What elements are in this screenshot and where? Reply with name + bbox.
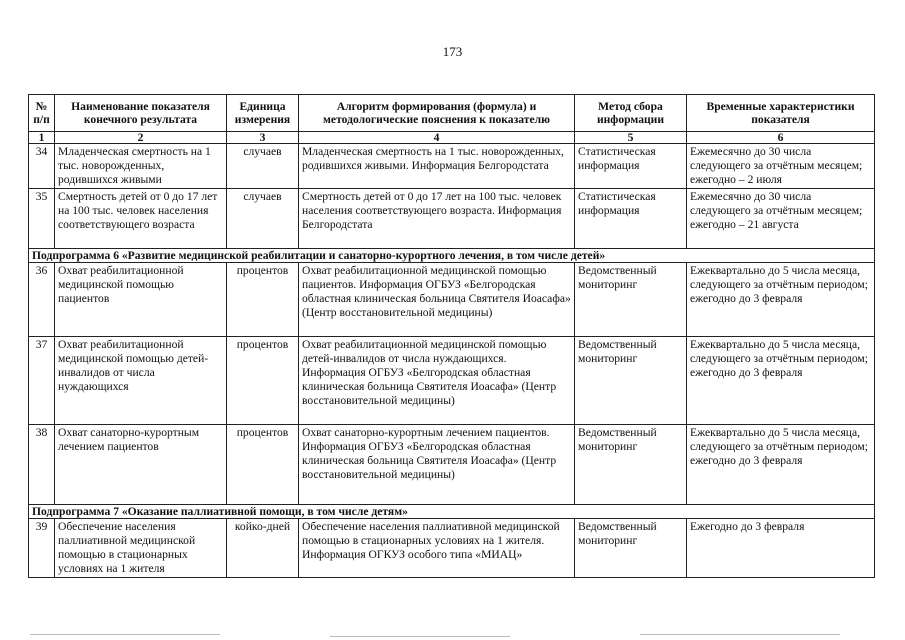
column-number: 5: [575, 132, 687, 144]
table-row: [29, 425, 875, 505]
row-method: Статистическая информация: [575, 144, 687, 189]
row-timing: Ежеквартально до 5 числа месяца, следующего за отчётным периодом; ежегодно до 3 февраля: [687, 337, 875, 425]
row-number: 34: [29, 144, 55, 189]
row-method: Ведомственный мониторинг: [575, 425, 687, 505]
row-unit: случаев: [227, 189, 299, 249]
row-timing: Ежемесячно до 30 числа следующего за отчётным месяцем; ежегодно – 21 августа: [687, 189, 875, 249]
row-algorithm: Обеспечение населения паллиативной медицинской помощью в стационарных условиях на 1 жителя. Информация ОГКУЗ особого типа «МИАЦ»: [299, 519, 575, 578]
header-number: № п/п: [29, 95, 55, 132]
column-number: 2: [55, 132, 227, 144]
row-name: Обеспечение населения паллиативной медицинской помощью в стационарных условиях на 1 жителя: [55, 519, 227, 578]
column-number: 3: [227, 132, 299, 144]
scan-artifact-line: [640, 634, 840, 635]
header-timing: Временные характеристики показателя: [687, 95, 875, 132]
row-algorithm: Охват санаторно-курортным лечением пациентов. Информация ОГБУЗ «Белгородская областная клиническая больница Святителя Иоасафа» (Центр восстановительной медицины): [299, 425, 575, 505]
subprogram-row: [29, 505, 875, 519]
table-row: [29, 144, 875, 189]
scan-artifact-line: [30, 634, 220, 635]
header-method: Метод сбора информации: [575, 95, 687, 132]
page-number: 173: [442, 44, 463, 59]
column-number-row: [29, 132, 875, 144]
row-unit: случаев: [227, 144, 299, 189]
table-row: [29, 519, 875, 578]
indicators-table: [28, 94, 875, 578]
row-name: Охват реабилитационной медицинской помощью детей-инвалидов от числа нуждающихся: [55, 337, 227, 425]
row-name: Охват реабилитационной медицинской помощью пациентов: [55, 263, 227, 337]
row-unit: процентов: [227, 263, 299, 337]
table-row: [29, 337, 875, 425]
row-method: Ведомственный мониторинг: [575, 337, 687, 425]
scan-artifact-line: [330, 636, 510, 637]
row-name: Младенческая смертность на 1 тыс. новорожденных, родившихся живыми: [55, 144, 227, 189]
row-number: 37: [29, 337, 55, 425]
header-algorithm: Алгоритм формирования (формула) и методологические пояснения к показателю: [299, 95, 575, 132]
row-unit: процентов: [227, 337, 299, 425]
row-timing: Ежегодно до 3 февраля: [687, 519, 875, 578]
column-number: 1: [29, 132, 55, 144]
row-number: 35: [29, 189, 55, 249]
row-number: 39: [29, 519, 55, 578]
column-number: 4: [299, 132, 575, 144]
row-timing: Ежемесячно до 30 числа следующего за отчётным месяцем; ежегодно – 2 июля: [687, 144, 875, 189]
row-algorithm: Смертность детей от 0 до 17 лет на 100 тыс. человек населения соответствующего возраста. Информация Белгородстата: [299, 189, 575, 249]
row-timing: Ежеквартально до 5 числа месяца, следующего за отчётным периодом; ежегодно до 3 февраля: [687, 425, 875, 505]
table-row: [29, 189, 875, 249]
row-timing: Ежеквартально до 5 числа месяца, следующего за отчётным периодом; ежегодно до 3 февраля: [687, 263, 875, 337]
column-number: 6: [687, 132, 875, 144]
row-name: Смертность детей от 0 до 17 лет на 100 тыс. человек населения соответствующего возраста: [55, 189, 227, 249]
row-number: 38: [29, 425, 55, 505]
subprogram-title: Подпрограмма 7 «Оказание паллиативной помощи, в том числе детям»: [29, 505, 875, 519]
header-unit: Единица измерения: [227, 95, 299, 132]
row-name: Охват санаторно-курортным лечением пациентов: [55, 425, 227, 505]
row-method: Статистическая информация: [575, 189, 687, 249]
row-number: 36: [29, 263, 55, 337]
row-algorithm: Охват реабилитационной медицинской помощью пациентов. Информация ОГБУЗ «Белгородская областная клиническая больница Святителя Иоасафа» (Центр восстановительной медицины): [299, 263, 575, 337]
header-indicator-name: Наименование показателя конечного результата: [55, 95, 227, 132]
row-unit: процентов: [227, 425, 299, 505]
row-algorithm: Младенческая смертность на 1 тыс. новорожденных, родившихся живыми. Информация Белгородстата: [299, 144, 575, 189]
row-unit: койко-дней: [227, 519, 299, 578]
subprogram-row: [29, 249, 875, 263]
subprogram-title: Подпрограмма 6 «Развитие медицинской реабилитации и санаторно-курортного лечения, в том числе детей»: [29, 249, 875, 263]
row-method: Ведомственный мониторинг: [575, 263, 687, 337]
table-row: [29, 263, 875, 337]
row-method: Ведомственный мониторинг: [575, 519, 687, 578]
row-algorithm: Охват реабилитационной медицинской помощью детей-инвалидов от числа нуждающихся. Информация ОГБУЗ «Белгородская областная клиническая больница Святителя Иоасафа» (Центр восстановительной медицины): [299, 337, 575, 425]
table-header-row: [29, 95, 875, 132]
